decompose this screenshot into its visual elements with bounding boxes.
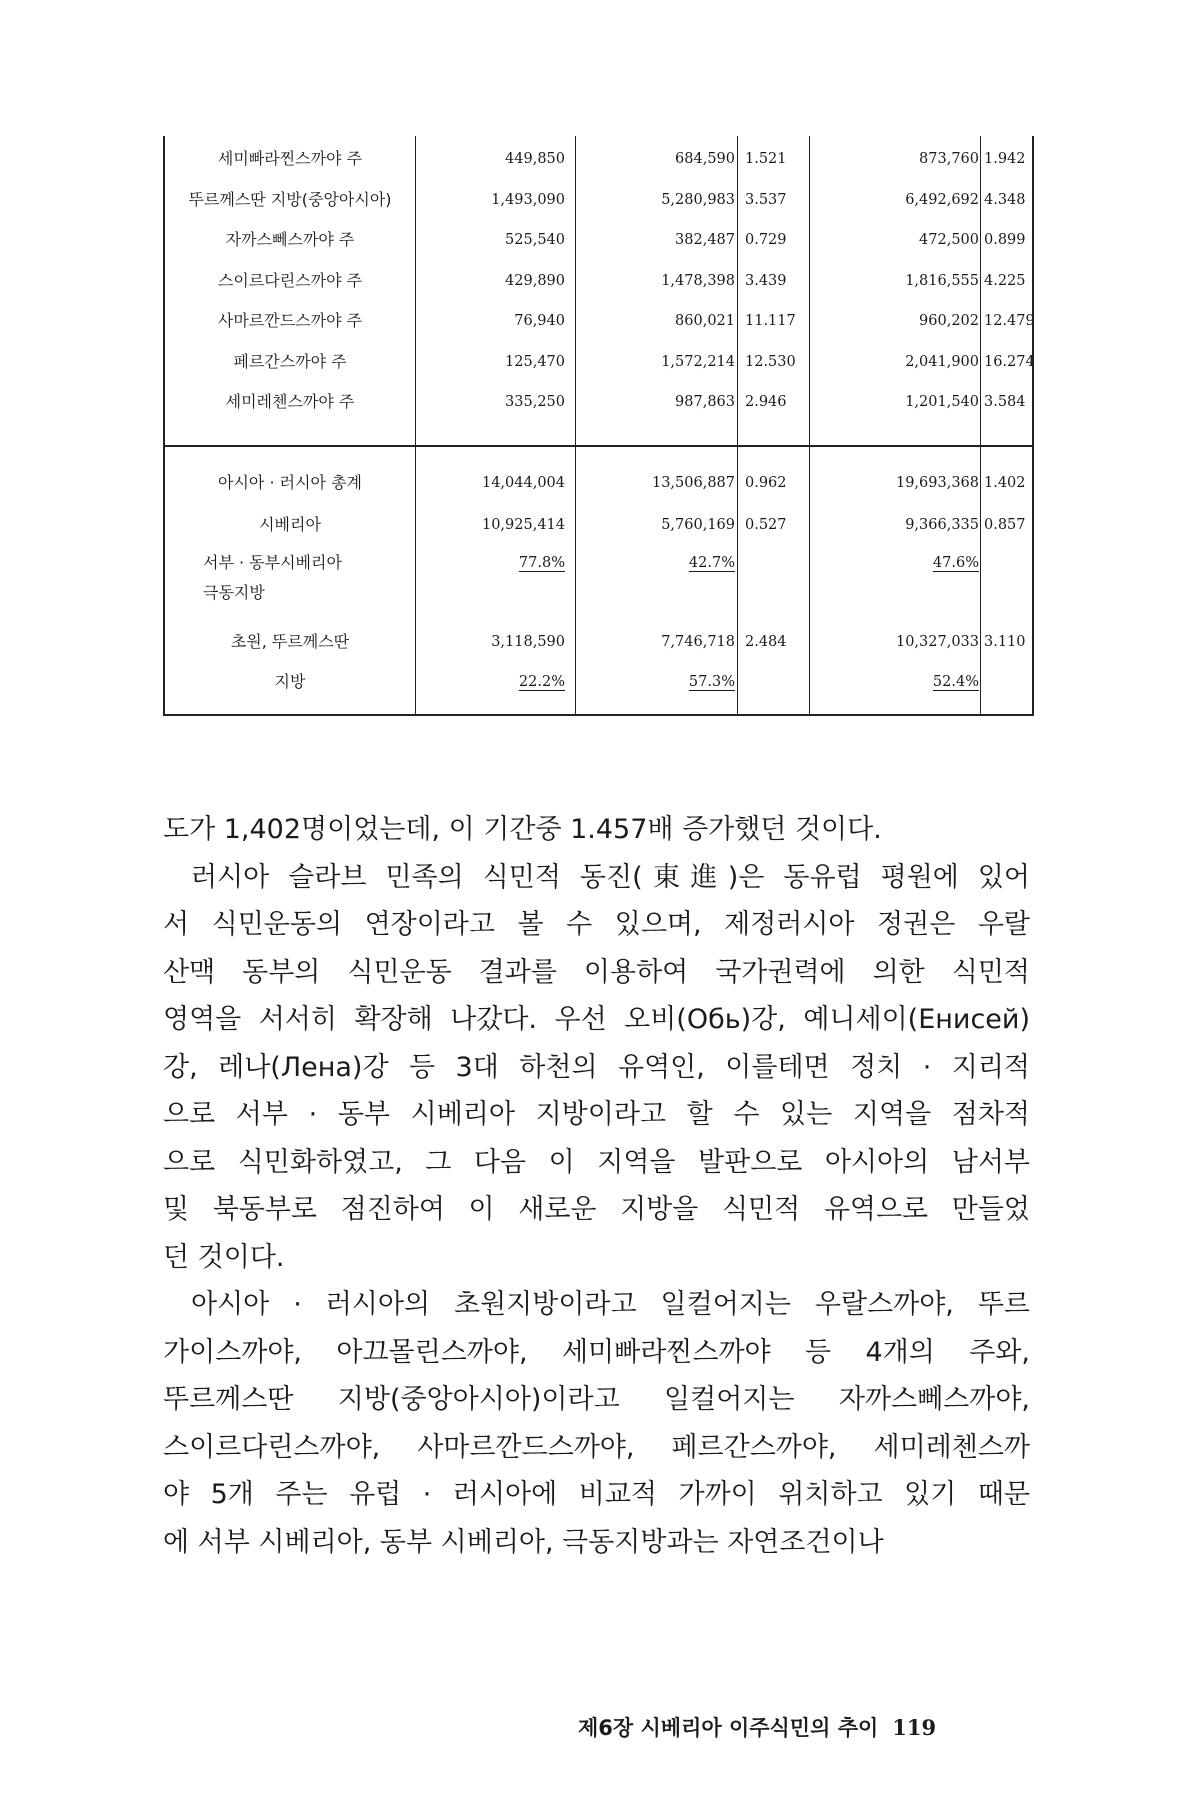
table-cell-r3: 1.942	[984, 151, 1026, 167]
body-text	[163, 806, 1030, 1566]
table-cell-label: 스이르다린스까야 주	[217, 270, 363, 290]
table-cell-v2: 860,021	[675, 313, 735, 329]
population-table	[163, 136, 1034, 716]
table-cell-v2: 987,863	[675, 394, 735, 410]
table-cell-label: 서부 · 동부시베리아	[203, 553, 342, 572]
text-line: 도가 1,402명이었는데, 이 기간중 1.457배 증가했던 것이다.	[163, 814, 882, 845]
table-cell-label: 뚜르께스딴 지방(중앙아시아)	[188, 189, 392, 209]
table-cell-label: 세미레첸스까야 주	[225, 392, 355, 411]
table-cell-v2: 1,572,214	[661, 353, 735, 370]
table-cell-v3: 52.4%	[932, 674, 979, 690]
table-cell-label: 사마르깐드스까야 주	[217, 311, 363, 330]
table-cell-v1: 449,850	[505, 151, 565, 167]
table-cell-v2: 382,487	[675, 232, 735, 248]
running-head: 제6장 시베리아 이주식민의 추이	[578, 1716, 879, 1740]
table-cell-r3: 3.110	[984, 634, 1026, 650]
table-cell-label: 세미빠라찐스까야 주	[217, 149, 363, 168]
table-cell-label: 페르간스까야 주	[233, 351, 347, 371]
table-cell-v3: 1,201,540	[905, 394, 979, 410]
table-cell-v2: 1,478,398	[661, 272, 735, 289]
table-cell-r3: 3.584	[984, 394, 1026, 410]
table-cell-v2: 57.3%	[688, 674, 735, 690]
table-cell-v1: 77.8%	[518, 555, 565, 571]
table-cell-v1: 76,940	[514, 313, 565, 329]
table-cell-r3: 12.479	[984, 313, 1035, 329]
text-line: 러시아 슬라브 민족의 식민적 동진(東進)은 동유럽 평원에 있어	[191, 861, 1030, 893]
page-footer	[578, 1712, 998, 1742]
table-cell-v3: 2,041,900	[905, 353, 979, 370]
text-line: 던 것이다.	[163, 1241, 285, 1273]
table-cell-r2	[737, 546, 817, 580]
table-cell-v2: 42.7%	[688, 555, 735, 571]
table-cell-v3: 10,327,033	[895, 634, 979, 650]
table-cell-r2: 3.537	[745, 191, 787, 208]
table-cell-r3	[980, 665, 1036, 699]
table-cell-v3: 9,366,335	[905, 517, 979, 533]
page-number: 119	[892, 1715, 937, 1740]
table-cell-v2: 5,280,983	[661, 191, 735, 208]
table-cell-v1: 525,540	[505, 232, 565, 248]
table-cell-r3: 4.225	[984, 272, 1026, 289]
table-cell-r3: 4.348	[984, 191, 1026, 208]
table-cell-v1	[415, 576, 565, 610]
table-cell-v3: 6,492,692	[905, 191, 979, 208]
table-section-divider	[165, 445, 1032, 447]
table-cell-v3: 472,500	[919, 232, 979, 248]
table-cell-r2: 12.530	[745, 353, 796, 370]
table-cell-v3: 960,202	[919, 313, 979, 329]
text-line: 가이스까야, 아끄몰린스까야, 세미빠라찐스까야 등 4개의 주와,	[163, 1336, 1030, 1368]
table-cell-r2: 0.962	[745, 475, 787, 491]
table-cell-v2: 7,746,718	[661, 634, 735, 650]
table-cell-v1: 14,044,004	[481, 475, 565, 491]
table-cell-r2	[737, 665, 817, 699]
table-cell-label: 아시아 · 러시아 총계	[218, 473, 362, 492]
table-cell-r2: 0.729	[745, 232, 787, 248]
text-line: 으로 서부 · 동부 시베리아 지방이라고 할 수 있는 지역을 점차적	[163, 1099, 1030, 1130]
table-cell-r3: 0.857	[984, 517, 1026, 533]
table-cell-r2: 3.439	[745, 272, 787, 289]
table-cell-v1: 10,925,414	[481, 517, 565, 533]
table-cell-r2: 2.484	[745, 634, 787, 650]
table-cell-r2: 11.117	[745, 313, 796, 329]
table-cell-v1: 335,250	[505, 394, 565, 410]
table-cell-label: 시베리아	[259, 515, 321, 534]
table-cell-r2: 2.946	[745, 394, 787, 410]
table-cell-r3: 1.402	[984, 475, 1026, 491]
table-cell-label: 극동지방	[203, 583, 265, 602]
text-line: 산맥 동부의 식민운동 결과를 이용하여 국가권력에 의한 식민적	[163, 956, 1030, 988]
table-cell-v3	[809, 576, 979, 610]
table-cell-r3: 0.899	[984, 232, 1026, 248]
table-cell-v3: 873,760	[919, 151, 979, 167]
table-cell-v1: 1,493,090	[491, 191, 565, 208]
table-cell-label: 초원, 뚜르께스딴	[230, 632, 350, 651]
text-line: 에 서부 시베리아, 동부 시베리아, 극동지방과는 자연조건이나	[163, 1526, 884, 1558]
table-cell-r3	[980, 576, 1036, 610]
table-cell-v2: 13,506,887	[651, 475, 735, 491]
table-cell-v3: 19,693,368	[895, 475, 979, 491]
text-line: 및 북동부로 점진하여 이 새로운 지방을 식민적 유역으로 만들었	[163, 1194, 1030, 1225]
text-line: 뚜르께스딴 지방(중앙아시아)이라고 일컬어지는 자까스뻬스까야,	[163, 1384, 1030, 1415]
table-cell-v3: 1,816,555	[905, 272, 979, 289]
table-cell-label: 자까스뻬스까야 주	[225, 230, 355, 249]
table-cell-r3	[980, 546, 1036, 580]
table-cell-v1: 429,890	[505, 272, 565, 289]
table-cell-r2	[737, 576, 817, 610]
table-cell-r3: 16.274	[984, 353, 1035, 370]
text-line: 스이르다린스까야, 사마르깐드스까야, 페르간스까야, 세미레첸스까	[163, 1431, 1030, 1463]
table-cell-r2: 1.521	[745, 151, 787, 167]
text-line: 야 5개 주는 유럽 · 러시아에 비교적 가까이 위치하고 있기 때문	[163, 1479, 1030, 1510]
table-cell-v1: 22.2%	[518, 674, 565, 690]
table-cell-v2: 5,760,169	[661, 517, 735, 533]
text-line: 으로 식민화하였고, 그 다음 이 지역을 발판으로 아시아의 남서부	[163, 1146, 1030, 1178]
table-cell-v1: 3,118,590	[491, 634, 565, 650]
table-cell-label: 지방	[274, 672, 306, 691]
text-line: 서 식민운동의 연장이라고 볼 수 있으며, 제정러시아 정권은 우랄	[163, 909, 1030, 940]
table-cell-v2: 684,590	[675, 151, 735, 167]
table-cell-v1: 125,470	[505, 353, 565, 370]
text-line: 강, 레나(Лена)강 등 3대 하천의 유역인, 이를테면 정치 · 지리적	[163, 1051, 1030, 1083]
text-line: 영역을 서서히 확장해 나갔다. 우선 오비(Обь)강, 예니세이(Енисей)	[163, 1004, 1030, 1035]
text-line: 아시아 · 러시아의 초원지방이라고 일컬어지는 우랄스까야, 뚜르	[191, 1289, 1030, 1320]
table-cell-r2: 0.527	[745, 517, 787, 533]
table-cell-v2	[565, 576, 735, 610]
table-cell-v3: 47.6%	[932, 555, 979, 571]
